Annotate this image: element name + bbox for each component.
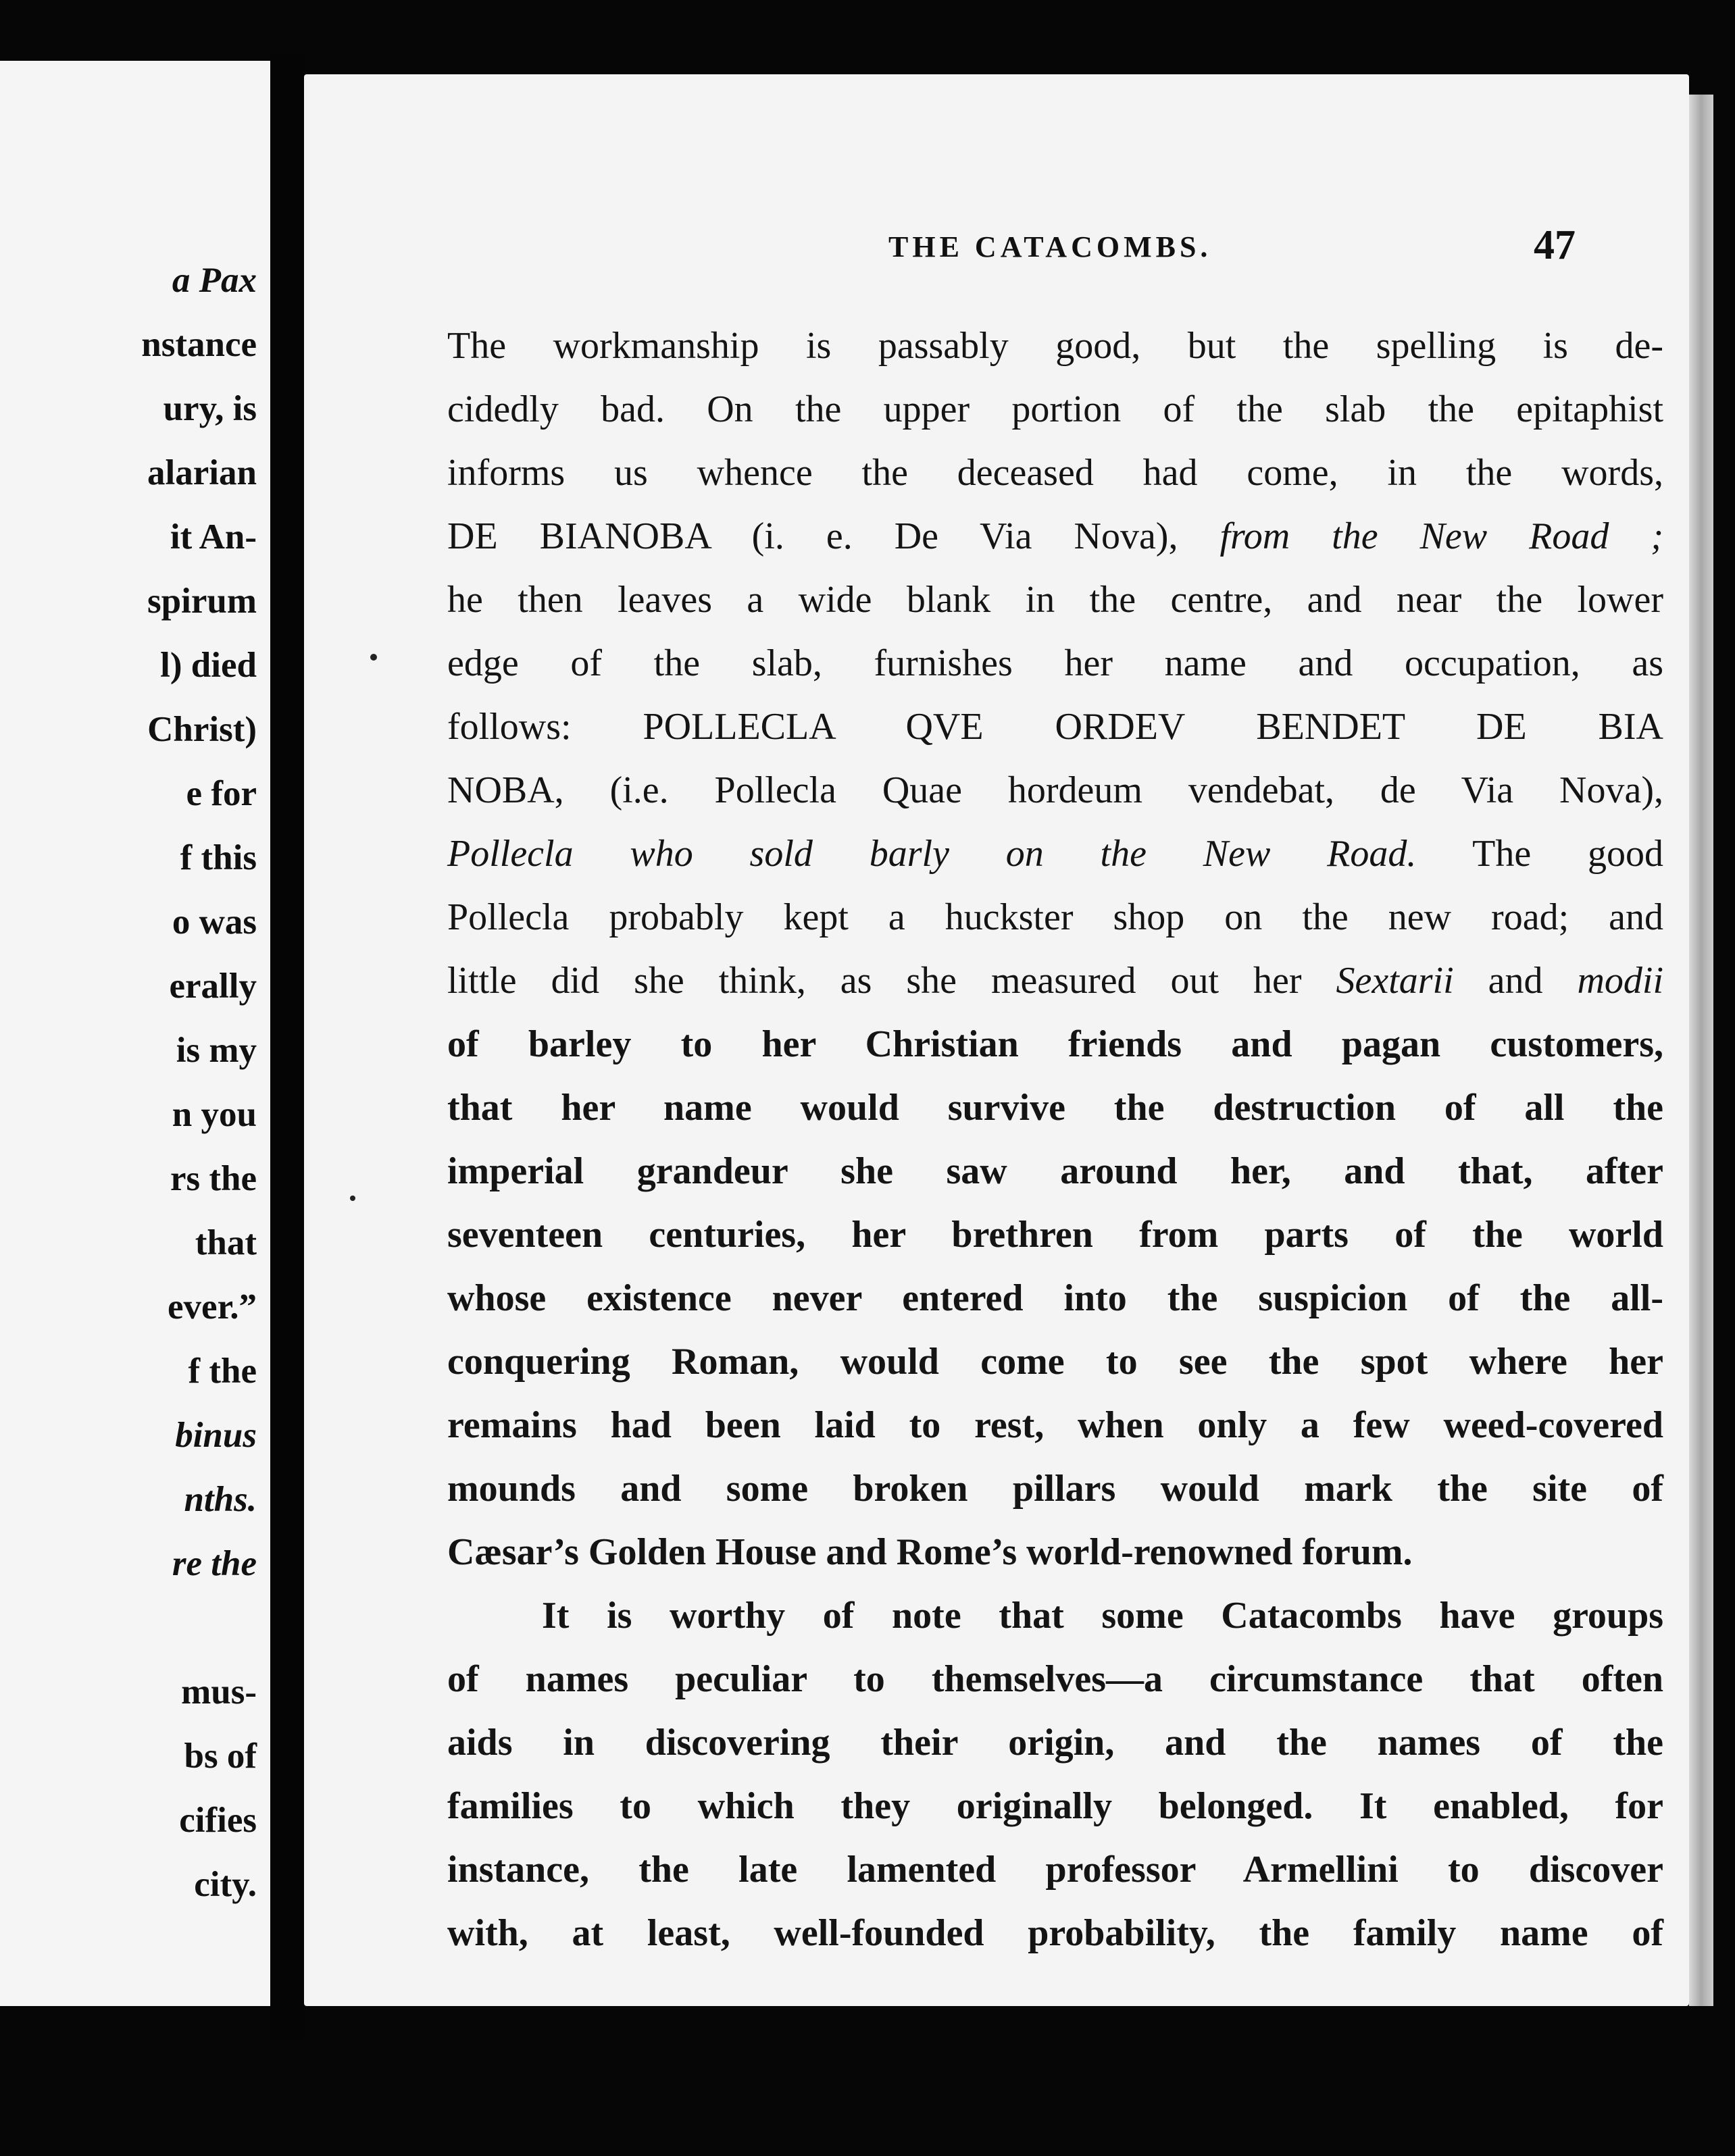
- left-page-line: mus-: [181, 1672, 257, 1712]
- text-run: Pollecla who sold barly on the New Road.: [447, 833, 1417, 875]
- left-page-line: n you: [172, 1095, 257, 1134]
- text-run: informs us whence the deceased had come, in the words,: [447, 452, 1663, 494]
- body-line: [447, 1457, 1663, 1520]
- body-line: [447, 1076, 1663, 1139]
- text-run: with, at least, well-founded probability, the family name of: [447, 1912, 1663, 1954]
- text-run: modii: [1577, 960, 1663, 1002]
- body-line: [447, 886, 1663, 949]
- body-line: [447, 1012, 1663, 1076]
- body-line: [447, 1647, 1663, 1711]
- left-page-line: it An-: [170, 517, 257, 557]
- body-line: [447, 1901, 1663, 1965]
- body-line: [447, 1520, 1663, 1584]
- text-run: conquering Roman, would come to see the spot where her: [447, 1341, 1663, 1383]
- left-page-line: cifies: [179, 1801, 257, 1840]
- body-line: [447, 1393, 1663, 1457]
- left-page-line: ever.”: [168, 1287, 257, 1327]
- text-run: remains had been laid to rest, when only a few weed-covered: [447, 1404, 1663, 1446]
- body-line: [447, 378, 1663, 441]
- text-run: and: [1453, 960, 1578, 1002]
- body-line: [447, 949, 1663, 1012]
- text-run: edge of the slab, furnishes her name and occupation, as: [447, 642, 1663, 684]
- body-line: [447, 1139, 1663, 1203]
- left-page-line: bs of: [184, 1737, 257, 1776]
- text-run: seventeen centuries, her brethren from parts of the world: [447, 1214, 1663, 1256]
- body-line: [447, 568, 1663, 632]
- text-run: The good: [1416, 833, 1663, 875]
- left-page-line: spirum: [147, 582, 257, 621]
- body-line: [447, 1584, 1663, 1647]
- text-run: from the New Road ;: [1219, 515, 1663, 557]
- left-page-line: re the: [172, 1544, 257, 1583]
- book-page: [304, 74, 1689, 2006]
- body-line: [447, 1774, 1663, 1838]
- left-page-line: Christ): [147, 710, 257, 749]
- body-line: [447, 695, 1663, 759]
- left-page-line: rs the: [170, 1159, 257, 1198]
- body-line: [447, 1838, 1663, 1901]
- body-line: [447, 1711, 1663, 1774]
- text-run: that her name would survive the destruction of all the: [447, 1087, 1663, 1129]
- text-run: It is worthy of note that some Catacombs have groups: [542, 1595, 1663, 1637]
- text-run: Pollecla probably kept a huckster shop on the new road; and: [447, 896, 1663, 938]
- body-line: [447, 822, 1663, 886]
- text-run: instance, the late lamented professor Armellini to discover: [447, 1849, 1663, 1891]
- left-page-line: f this: [180, 838, 257, 877]
- text-run: follows: POLLECLA QVE ORDEV BENDET DE BIA: [447, 706, 1663, 748]
- text-run: cidedly bad. On the upper portion of the slab the epitaphist: [447, 388, 1663, 430]
- text-run: little did she think, as she measured out her: [447, 960, 1336, 1002]
- left-page-line: f the: [188, 1352, 257, 1391]
- body-line: [447, 1266, 1663, 1330]
- left-page-line: e for: [186, 774, 257, 813]
- text-run: of barley to her Christian friends and pagan customers,: [447, 1023, 1663, 1065]
- text-run: he then leaves a wide blank in the centre, and near the lower: [447, 579, 1663, 621]
- previous-page-fragment: [0, 61, 273, 2006]
- body-line: [447, 505, 1663, 568]
- left-page-line: l) died: [160, 646, 257, 685]
- body-line: [447, 441, 1663, 505]
- text-run: Sextarii: [1336, 960, 1454, 1002]
- page-header: [304, 222, 1689, 277]
- text-run: DE BIANOBA (i. e. De Via Nova),: [447, 515, 1220, 557]
- body-line: [447, 1330, 1663, 1393]
- left-page-line: erally: [169, 967, 257, 1006]
- text-run: whose existence never entered into the suspicion of the all-: [447, 1277, 1663, 1319]
- body-line: [447, 314, 1663, 378]
- text-run: aids in discovering their origin, and the names of the: [447, 1722, 1663, 1764]
- text-run: imperial grandeur she saw around her, and that, after: [447, 1150, 1663, 1192]
- book-gutter: [270, 54, 304, 2040]
- left-page-line: alarian: [147, 453, 257, 492]
- page-edge: [1689, 95, 1713, 2006]
- body-line: [447, 759, 1663, 822]
- left-page-line: city.: [194, 1865, 257, 1904]
- page-number: 47: [1534, 222, 1576, 268]
- text-run: NOBA, (i.e. Pollecla Quae hordeum vendebat, de Via Nova),: [447, 769, 1663, 811]
- scan-speck: [370, 654, 377, 661]
- text-run: families to which they originally belonged. It enabled, for: [447, 1785, 1663, 1827]
- text-run: mounds and some broken pillars would mark the site of: [447, 1468, 1663, 1510]
- body-line: [447, 1203, 1663, 1266]
- running-title: THE CATACOMBS.: [888, 230, 1212, 263]
- scan-speck: [350, 1196, 355, 1201]
- text-run: of names peculiar to themselves—a circumstance that often: [447, 1658, 1663, 1700]
- body-line: [447, 632, 1663, 695]
- text-run: The workmanship is passably good, but the spelling is de-: [447, 325, 1663, 367]
- left-page-line: a Pax: [172, 261, 257, 300]
- text-run: Cæsar’s Golden House and Rome’s world-renowned forum.: [447, 1531, 1413, 1573]
- left-page-line: binus: [175, 1416, 257, 1455]
- left-page-line: o was: [172, 902, 257, 942]
- left-page-line: nths.: [184, 1480, 257, 1519]
- left-page-line: nstance: [141, 325, 257, 364]
- left-page-line: is my: [176, 1031, 257, 1070]
- left-page-line: ury, is: [163, 389, 257, 428]
- left-page-line: that: [195, 1223, 257, 1262]
- body-text: [447, 314, 1663, 1965]
